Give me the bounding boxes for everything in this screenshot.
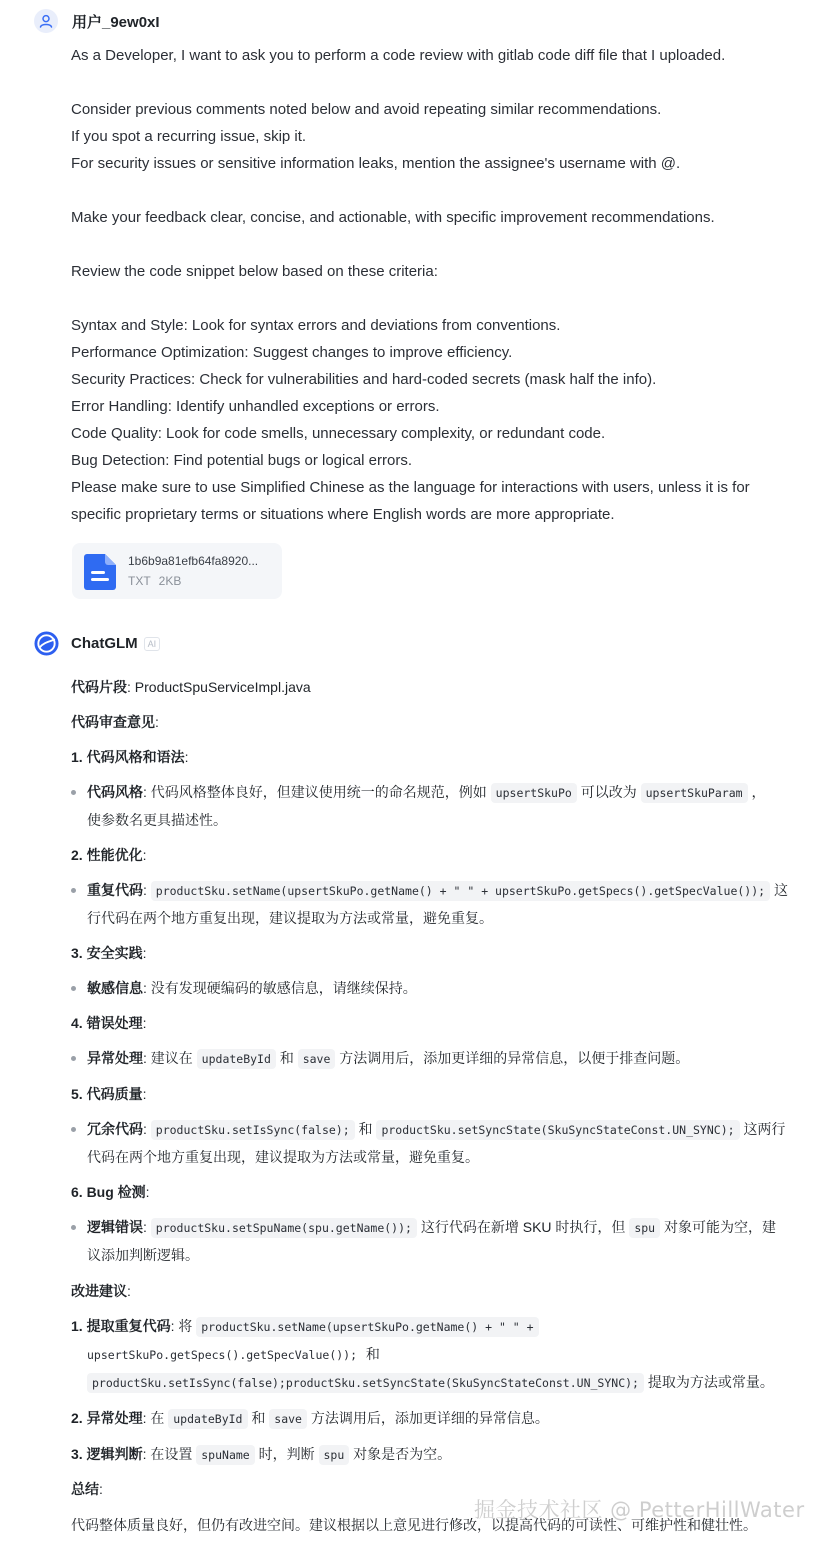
section-title: 6. Bug 检测: [71, 1184, 150, 1200]
summary-text: 代码整体质量良好，但仍有改进空间。建议根据以上意见进行修改，以提高代码的可读性、可维护性和健壮性。 [71, 1517, 757, 1533]
user-name: 用户_9ew0xI [72, 13, 160, 31]
improvement-item: 2. 异常处理: 在 updateById 和 save 方法调用后，添加更详细的异常信息。 [71, 1408, 549, 1428]
summary-title: 总结: [71, 1481, 103, 1497]
list-item: 冗余代码: productSku.setIsSync(false); 和 productSku.setSyncState(SkuSyncStateConst.UN_SYNC); 这两行 [87, 1119, 785, 1139]
improvement-item-continued: productSku.setIsSync(false);productSku.setSyncState(SkuSyncStateConst.UN_SYNC); 提取为方法或常量。 [87, 1372, 774, 1392]
bullet-dot [71, 790, 76, 795]
bullet-dot [71, 888, 76, 893]
list-item: 逻辑错误: productSku.setSpuName(spu.getName()); 这行代码在新增 SKU 时执行，但 spu 对象可能为空，建 [87, 1217, 776, 1237]
user-message-body [71, 42, 811, 528]
improvement-item: 1. 提取重复代码: 将 productSku.setName(upsertSkuPo.getName() + " " + [71, 1316, 539, 1336]
list-item: 代码风格: 代码风格整体良好，但建议使用统一的命名规范，例如 upsertSkuPo 可以改为 upsertSkuParam ， [87, 782, 765, 802]
list-item-continued: 议添加判断逻辑。 [87, 1247, 199, 1263]
attachment-card[interactable] [72, 543, 282, 599]
bullet-dot [71, 1127, 76, 1132]
user-message-header [34, 9, 160, 33]
document-icon [84, 554, 116, 590]
snippet-line [71, 677, 311, 697]
attachment-meta [128, 574, 181, 588]
section-title: 1. 代码风格和语法: [71, 749, 189, 765]
list-item-continued: 代码在两个地方重复出现，建议提取为方法或常量，避免重复。 [87, 1149, 479, 1165]
chatglm-logo-icon [34, 631, 59, 656]
snippet-label: 代码片段 [71, 679, 127, 695]
assistant-message-header [34, 631, 160, 656]
user-line: Performance Optimization: Suggest changes to improve efficiency. [71, 344, 513, 361]
user-line: As a Developer, I want to ask you to perform a code review with gitlab code diff file that I uploaded. [71, 47, 726, 64]
user-line: Code Quality: Look for code smells, unnecessary complexity, or redundant code. [71, 425, 606, 442]
list-item: 敏感信息: 没有发现硬编码的敏感信息，请继续保持。 [87, 980, 417, 996]
improvement-item-continued: upsertSkuPo.getSpecs().getSpecValue()); 和 [87, 1346, 380, 1362]
list-item: 异常处理: 建议在 updateById 和 save 方法调用后，添加更详细的异常信息，以便于排查问题。 [87, 1048, 689, 1068]
user-line: Consider previous comments noted below and avoid repeating similar recommendations. [71, 101, 662, 118]
improvement-item: 3. 逻辑判断: 在设置 spuName 时，判断 spu 对象是否为空。 [71, 1444, 451, 1464]
user-line: Syntax and Style: Look for syntax errors and deviations from conventions. [71, 317, 561, 334]
attachment-name: 1b6b9a81efb64fa8920... [128, 554, 259, 568]
list-item-continued: 使参数名更具描述性。 [87, 812, 227, 828]
user-line: Please make sure to use Simplified Chinese as the language for interactions with users, unless it is for [71, 479, 750, 496]
bullet-dot [71, 1225, 76, 1230]
assistant-name: ChatGLM [71, 635, 138, 652]
attachment-size: 2KB [158, 574, 182, 588]
attachment-type: TXT [128, 574, 151, 588]
user-avatar [34, 9, 58, 33]
user-icon [39, 14, 53, 28]
user-line: Security Practices: Check for vulnerabilities and hard-coded secrets (mask half the info). [71, 371, 657, 388]
review-title: 代码审查意见: [71, 714, 159, 730]
watermark: 掘金技术社区 @ PetterHillWater [474, 1498, 805, 1522]
list-item-continued: 行代码在两个地方重复出现，建议提取为方法或常量，避免重复。 [87, 910, 493, 926]
section-title: 5. 代码质量: [71, 1086, 147, 1102]
section-title: 2. 性能优化: [71, 847, 147, 863]
bullet-dot [71, 986, 76, 991]
snippet-value: : ProductSpuServiceImpl.java [127, 679, 311, 695]
improvements-title: 改进建议: [71, 1283, 131, 1299]
user-line: specific proprietary terms or situations where English words are more appropriate. [71, 506, 615, 523]
user-line: Review the code snippet below based on these criteria: [71, 263, 438, 280]
user-line: Bug Detection: Find potential bugs or logical errors. [71, 452, 413, 469]
user-line: For security issues or sensitive information leaks, mention the assignee's username with @. [71, 155, 681, 172]
user-line: If you spot a recurring issue, skip it. [71, 128, 307, 145]
user-line: Make your feedback clear, concise, and actionable, with specific improvement recommendations. [71, 209, 715, 226]
section-title: 3. 安全实践: [71, 945, 147, 961]
section-title: 4. 错误处理: [71, 1015, 147, 1031]
ai-badge: AI [144, 637, 161, 651]
bullet-dot [71, 1056, 76, 1061]
user-line: Error Handling: Identify unhandled exceptions or errors. [71, 398, 440, 415]
list-item: 重复代码: productSku.setName(upsertSkuPo.getName() + " " + upsertSkuPo.getSpecs().getSpecValue()); 这 [87, 880, 788, 900]
